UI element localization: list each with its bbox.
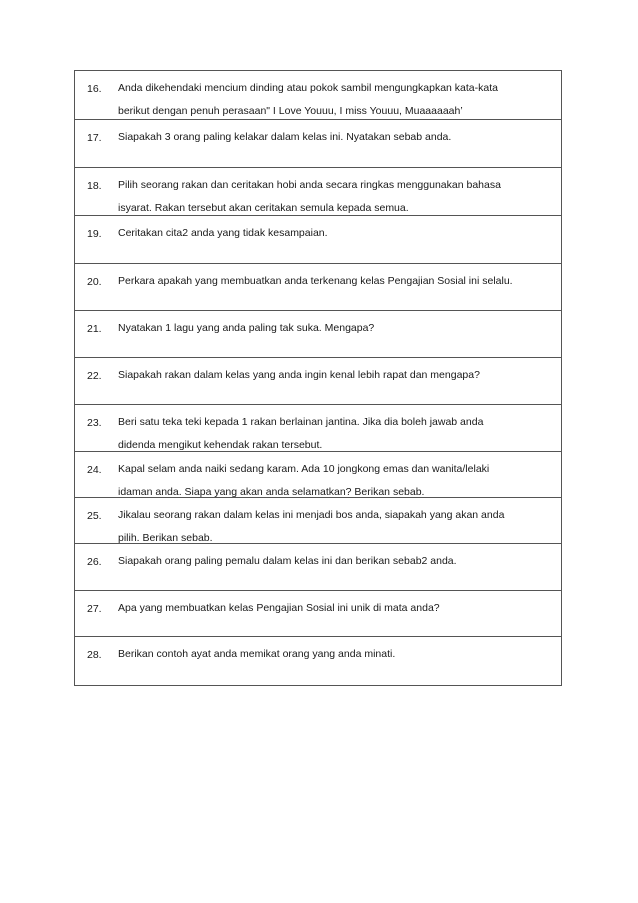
question-line: idaman anda. Siapa yang akan anda selamatkan? Berikan sebab. [118, 486, 425, 498]
question-text [118, 411, 555, 457]
question-row-28 [75, 637, 561, 686]
question-number: 16. [87, 83, 102, 95]
question-row-24 [75, 452, 561, 498]
question-text [118, 597, 555, 620]
question-text [118, 364, 555, 387]
question-text [118, 126, 555, 149]
question-table [74, 70, 562, 686]
question-number: 26. [87, 556, 102, 568]
question-number: 24. [87, 464, 102, 476]
question-line: Apa yang membuatkan kelas Pengajian Sosial ini unik di mata anda? [118, 602, 440, 614]
question-text [118, 317, 555, 340]
question-number: 18. [87, 180, 102, 192]
question-number: 22. [87, 370, 102, 382]
question-row-27 [75, 591, 561, 637]
question-line: Beri satu teka teki kepada 1 rakan berlainan jantina. Jika dia boleh jawab anda [118, 416, 484, 428]
question-text [118, 77, 555, 123]
question-row-19 [75, 216, 561, 264]
question-line: Siapakah orang paling pemalu dalam kelas ini dan berikan sebab2 anda. [118, 555, 457, 567]
question-line: Anda dikehendaki mencium dinding atau pokok sambil mengungkapkan kata-kata [118, 82, 498, 94]
question-row-18 [75, 168, 561, 216]
question-line: Siapakah 3 orang paling kelakar dalam kelas ini. Nyatakan sebab anda. [118, 131, 452, 143]
question-row-25 [75, 498, 561, 544]
question-row-26 [75, 544, 561, 591]
question-number: 17. [87, 132, 102, 144]
question-line: didenda mengikut kehendak rakan tersebut. [118, 439, 323, 451]
question-text [118, 550, 555, 573]
question-text [118, 174, 555, 220]
question-line: Pilih seorang rakan dan ceritakan hobi anda secara ringkas menggunakan bahasa [118, 179, 501, 191]
question-number: 20. [87, 276, 102, 288]
question-number: 28. [87, 649, 102, 661]
question-text [118, 643, 555, 666]
question-line: Ceritakan cita2 anda yang tidak kesampaian. [118, 227, 328, 239]
question-line: Berikan contoh ayat anda memikat orang yang anda minati. [118, 648, 396, 660]
question-number: 23. [87, 417, 102, 429]
question-line: Kapal selam anda naiki sedang karam. Ada 10 jongkong emas dan wanita/lelaki [118, 463, 490, 475]
question-text [118, 270, 555, 293]
question-line: Perkara apakah yang membuatkan anda terkenang kelas Pengajian Sosial ini selalu. [118, 275, 513, 287]
question-row-16 [75, 71, 561, 120]
question-row-17 [75, 120, 561, 168]
question-line: isyarat. Rakan tersebut akan ceritakan semula kepada semua. [118, 202, 409, 214]
question-number: 25. [87, 510, 102, 522]
question-row-21 [75, 311, 561, 358]
question-row-23 [75, 405, 561, 452]
question-line: berikut dengan penuh perasaan" I Love Youuu, I miss Youuu, Muaaaaaah’ [118, 105, 463, 117]
question-line: Siapakah rakan dalam kelas yang anda ingin kenal lebih rapat dan mengapa? [118, 369, 480, 381]
question-number: 27. [87, 603, 102, 615]
question-row-22 [75, 358, 561, 405]
question-row-20 [75, 264, 561, 311]
question-number: 19. [87, 228, 102, 240]
question-line: pilih. Berikan sebab. [118, 532, 213, 544]
question-line: Nyatakan 1 lagu yang anda paling tak suka. Mengapa? [118, 322, 375, 334]
question-text [118, 222, 555, 245]
question-number: 21. [87, 323, 102, 335]
question-line: Jikalau seorang rakan dalam kelas ini menjadi bos anda, siapakah yang akan anda [118, 509, 505, 521]
